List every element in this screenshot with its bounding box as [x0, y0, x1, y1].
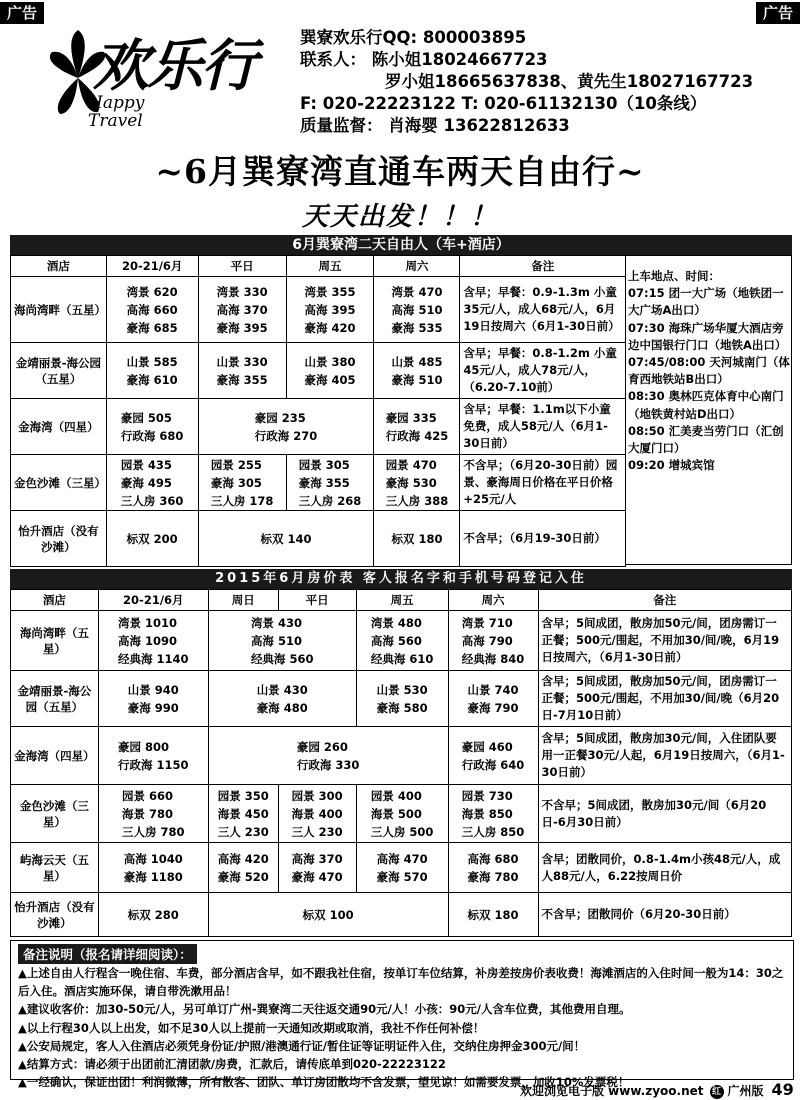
table2-title: 2015年6月房价表 客人报名字和手机号码登记入住: [10, 569, 792, 589]
price-line: 豪园 800: [118, 739, 170, 754]
price-line: 标双 140: [260, 531, 312, 546]
table-row: [11, 671, 792, 727]
price-20-21: [98, 785, 208, 843]
remark-line: ▲一经确认，保证出团！利润微薄，所有散客、团队、单订房团散均不含发票，望见谅！如需要发票，加收10%发票税！: [18, 1075, 630, 1090]
price-friday: [356, 785, 448, 843]
column-header: 周五: [286, 256, 374, 277]
note: 不含早；5间成团，散房加30元/间（6月20日-6月30日前）: [538, 785, 791, 843]
price-20-21: [106, 277, 198, 343]
table-row: [11, 727, 792, 785]
ad-label-right: 广告: [756, 2, 800, 24]
price-sun-weekday: [208, 671, 356, 727]
room-price-table: [10, 589, 792, 937]
price-line: 豪园 235: [254, 410, 306, 425]
logo: [48, 22, 268, 140]
contact-person-line-2: 罗小姐18665637838、黄先生18027167723: [385, 72, 754, 91]
remark-line: ▲公安局规定，客人入住酒店必须凭身份证/护照/港澳通行证/暂住证等证明证件入住，交纳住房押金300元/间！: [18, 1038, 586, 1053]
price-line: 三人房 388: [385, 493, 449, 508]
price-line: 豪园 460: [461, 739, 513, 754]
price-saturday: [448, 727, 538, 785]
price-line: 高海 1090: [118, 633, 178, 648]
price-line: 山景 430: [256, 682, 308, 697]
price-20-21: [98, 727, 208, 785]
price-saturday: [448, 611, 538, 671]
price-line: 豪海 685: [126, 320, 178, 335]
price-line: 海景 780: [122, 806, 174, 821]
price-line: 高海 370: [291, 851, 343, 866]
column-header: 酒店: [11, 590, 99, 611]
price-line: 海景 850: [461, 806, 513, 821]
price-line: 高海 790: [461, 633, 513, 648]
price-line: 三人 230: [291, 824, 343, 839]
price-line: 海景 500: [370, 806, 422, 821]
price-sun-weekday-friday: [208, 893, 448, 937]
pickup-line: 07:15 团一大广场（地铁团一大广场A出口）: [628, 286, 784, 318]
note: 含早；5间成团，散房加50元/间，团房需订一正餐；500元/围起，不用加30/间/晚，6月19日按周六，（6月1-30日前）: [538, 611, 791, 671]
price-20-21: [98, 843, 208, 893]
page-number: 49: [771, 1080, 794, 1099]
note: 不含早；（6月20-30日前）园景、豪海周日价格在平日价格+25元/人: [460, 455, 626, 511]
price-line: 经典海 610: [370, 651, 434, 666]
price-line: 豪海 530: [385, 475, 437, 490]
table-row: [11, 893, 792, 937]
price-line: 高海 660: [126, 302, 178, 317]
logo-text-cn: 欢乐行: [93, 33, 255, 99]
price-sunday: [208, 843, 278, 893]
price-line: 经典海 560: [250, 651, 314, 666]
column-header: 备注: [538, 590, 791, 611]
price-line: 湾景 480: [370, 615, 422, 630]
hotel-name: 金色沙滩（三星）: [11, 785, 99, 843]
table-row: [11, 785, 792, 843]
price-line: 三人房 780: [122, 824, 185, 839]
price-line: 高海 510: [250, 633, 302, 648]
price-20-21: [106, 399, 198, 455]
price-line: 三人房 268: [298, 493, 362, 508]
price-line: 园景 470: [385, 457, 437, 472]
price-friday: [356, 843, 448, 893]
price-line: 豪海 510: [391, 372, 443, 387]
price-sunday: [208, 785, 278, 843]
price-weekday: [278, 785, 356, 843]
price-line: 经典海 1140: [118, 651, 189, 666]
note: 含早；早餐：0.9-1.3m 小童35元/人，成人68元/人，6月19日按周六（6月1-30日前）: [460, 277, 626, 343]
price-line: 三人房 178: [210, 493, 274, 508]
hotel-name: 金色沙滩（三星）: [11, 455, 107, 511]
pickup-line: 07:45/08:00 天河城南门（体育西地铁站B出口）: [628, 355, 790, 387]
price-friday: [286, 343, 374, 399]
headline: ~6月巽寮湾直通车两天自由行~: [155, 152, 645, 191]
price-line: 豪海 990: [127, 700, 179, 715]
hotel-name: 怡升酒店（没有沙滩）: [11, 511, 107, 567]
price-line: 豪海 355: [216, 372, 268, 387]
price-line: 行政海 425: [385, 428, 449, 443]
price-line: 园景 305: [298, 457, 350, 472]
price-line: 高海 470: [376, 851, 428, 866]
price-saturday: [374, 399, 460, 455]
price-line: 豪海 305: [210, 475, 262, 490]
price-saturday: [374, 277, 460, 343]
price-line: 高海 510: [391, 302, 443, 317]
price-line: 湾景 355: [304, 284, 356, 299]
price-line: 湾景 430: [250, 615, 302, 630]
table-row: [11, 455, 626, 511]
price-line: 湾景 330: [216, 284, 268, 299]
price-line: 高海 395: [304, 302, 356, 317]
price-line: 山景 485: [391, 354, 443, 369]
column-header: 周日: [208, 590, 278, 611]
hotel-name: 怡升酒店（没有沙滩）: [11, 893, 99, 937]
price-line: 豪园 505: [120, 410, 172, 425]
pickup-line: 08:50 汇美麦当劳门口（汇创大厦门口）: [628, 423, 784, 456]
hotel-name: 金海湾（四星）: [11, 727, 99, 785]
price-line: 豪海 1180: [123, 869, 183, 884]
price-20-21: [98, 893, 208, 937]
price-line: 高海 1040: [123, 851, 183, 866]
price-line: 豪海 535: [391, 320, 443, 335]
price-line: 标双 200: [126, 531, 178, 546]
price-line: 豪园 260: [296, 739, 348, 754]
note: 不含早；团散同价（6月20-30日前）: [538, 893, 791, 937]
note: 含早；5间成团，散房加30元/间，入住团队要用一正餐30元/人起，6月19日按周六，（6月1-30日前）: [538, 727, 791, 785]
column-header: 周六: [374, 256, 460, 277]
column-header: 20-21/6月: [98, 590, 208, 611]
price-line: 园景 730: [461, 788, 513, 803]
price-line: 豪海 395: [216, 320, 268, 335]
table-row: [11, 399, 626, 455]
price-sun-weekday-friday: [208, 727, 448, 785]
price-line: 园景 255: [210, 457, 262, 472]
price-friday: [356, 671, 448, 727]
price-line: 园景 435: [120, 457, 172, 472]
price-weekday: [278, 843, 356, 893]
footer-badge-icon: 红: [710, 1085, 724, 1099]
hotel-name: 屿海云天（五星）: [11, 843, 99, 893]
price-line: 高海 680: [467, 851, 519, 866]
price-line: 湾景 1010: [118, 615, 178, 630]
column-header: 20-21/6月: [106, 256, 198, 277]
quality-supervisor-line: 质量监督： 肖海婴 13622812633: [300, 116, 570, 135]
column-header: 平日: [278, 590, 356, 611]
price-line: 豪园 335: [385, 410, 437, 425]
price-line: 豪海 405: [304, 372, 356, 387]
column-header: 备注: [460, 256, 626, 277]
price-line: 湾景 710: [461, 615, 513, 630]
daily-departure: 天天出发！！！: [301, 202, 498, 232]
price-line: 豪海 470: [291, 869, 343, 884]
price-line: 豪海 420: [304, 320, 356, 335]
price-line: 三人房 500: [370, 824, 434, 839]
price-line: 行政海 330: [296, 757, 360, 772]
price-line: 行政海 640: [461, 757, 525, 772]
price-friday: [286, 455, 374, 511]
column-header: 周五: [356, 590, 448, 611]
price-line: 三人房 850: [461, 824, 525, 839]
price-saturday: [374, 511, 460, 567]
price-20-21: [106, 511, 198, 567]
hotel-name: 金靖丽景-海公园（五星）: [11, 343, 107, 399]
price-line: 标双 100: [302, 907, 354, 922]
column-header: 周六: [448, 590, 538, 611]
note: 含早；早餐：1.1m以下小童免费，成人58元/人（6月1-30日前）: [460, 399, 626, 455]
price-weekday: [198, 343, 286, 399]
price-line: 豪海 610: [126, 372, 178, 387]
price-line: 行政海 680: [120, 428, 184, 443]
price-weekday: [198, 277, 286, 343]
hotel-name: 海尚湾畔（五星）: [11, 611, 99, 671]
remarks-title: 备注说明（报名请详细阅读）：: [18, 944, 197, 964]
column-header: 平日: [198, 256, 286, 277]
qq-line: 巽寮欢乐行QQ: 800003895: [300, 28, 527, 47]
footer-edition: 广州版: [727, 1084, 764, 1098]
price-line: 标双 180: [467, 907, 519, 922]
price-line: 豪海 480: [256, 700, 308, 715]
price-line: 高海 370: [216, 302, 268, 317]
price-saturday: [448, 785, 538, 843]
price-sun-weekday: [208, 611, 356, 671]
price-friday: [356, 611, 448, 671]
pickup-line: 08:30 奥林匹克体育中心南门（地铁黄村站D出口）: [628, 389, 784, 421]
hotel-name: 海尚湾畔（五星）: [11, 277, 107, 343]
note: 不含早；（6月19-30日前）: [460, 511, 626, 567]
table-row: [11, 611, 792, 671]
column-header: 酒店: [11, 256, 107, 277]
price-line: 园景 660: [122, 788, 174, 803]
price-line: 山景 585: [126, 354, 178, 369]
price-line: 山景 330: [216, 354, 268, 369]
table-row: [11, 843, 792, 893]
price-20-21: [106, 455, 198, 511]
price-saturday: [448, 843, 538, 893]
price-line: 豪海 580: [376, 700, 428, 715]
price-weekday-friday: [198, 399, 374, 455]
price-20-21: [98, 671, 208, 727]
remark-line: ▲结算方式：请必须于出团前汇清团款/房费，汇款后，请传底单到020-22223122: [18, 1057, 446, 1072]
table-row: [11, 277, 626, 343]
price-weekday-friday: [198, 511, 374, 567]
price-line: 豪海 780: [467, 869, 519, 884]
price-line: 三人房 360: [120, 493, 184, 508]
price-line: 行政海 270: [254, 428, 318, 443]
logo-text-en: Happy Travel: [88, 93, 145, 131]
footer-text: 欢迎浏览电子版 www.zyoo.net: [520, 1084, 704, 1098]
price-line: 高海 560: [370, 633, 422, 648]
remark-line: ▲建议收客价：加30-50元/人，另可单订广州-巽寮湾二天往返交通90元/人！小孩：90元/人含车位费，其他费用自理。: [18, 1002, 631, 1017]
pickup-line: 09:20 增城宾馆: [628, 458, 715, 473]
table-row: [11, 511, 626, 567]
price-line: 豪海 790: [467, 700, 519, 715]
price-saturday: [374, 343, 460, 399]
price-line: 海景 400: [291, 806, 343, 821]
pickup-info: [628, 268, 793, 474]
phone-fax-line: F: 020-22223122 T: 020-61132130（10条线）: [300, 94, 707, 113]
note: 含早；5间成团，散房加50元/间，团房需订一正餐；500元/围起，不用加30/间/晚（6月20日-7月10日前）: [538, 671, 791, 727]
price-line: 山景 740: [467, 682, 519, 697]
price-line: 高海 420: [217, 851, 269, 866]
footer: [520, 1080, 794, 1099]
price-line: 豪海 570: [376, 869, 428, 884]
table-row: [11, 343, 626, 399]
price-line: 标双 280: [127, 907, 179, 922]
note: 含早；团散同价，0.8-1.4m小孩48元/人，成人88元/人，6.22按周日价: [538, 843, 791, 893]
contact-block: [300, 27, 753, 137]
price-saturday: [448, 671, 538, 727]
price-saturday: [448, 893, 538, 937]
price-line: 标双 180: [391, 531, 443, 546]
pickup-title: 上车地点、时间：: [628, 269, 720, 283]
remark-line: ▲上述自由人行程含一晚住宿、车费，部分酒店含早，如不跟我社住宿，按单订车位结算，补房差按房价表收费！海滩酒店的入住时间一般为14：30之后入住。酒店实施环保，请自带洗漱用品！: [18, 966, 784, 999]
price-line: 三人 230: [217, 824, 269, 839]
hotel-name: 金海湾（四星）: [11, 399, 107, 455]
price-line: 豪海 355: [298, 475, 350, 490]
remark-line: ▲以上行程30人以上出发，如不足30人以上提前一天通知改期或取消，我社不作任何补偿！: [18, 1020, 485, 1035]
hotel-name: 金靖丽景-海公园（五星）: [11, 671, 99, 727]
price-line: 园景 350: [217, 788, 269, 803]
price-line: 豪海 520: [217, 869, 269, 884]
price-line: 湾景 470: [391, 284, 443, 299]
note: 含早；早餐：0.8-1.2m 小童45元/人，成人78元/人，（6.20-7.10前）: [460, 343, 626, 399]
pickup-line: 07:30 海珠广场华厦大酒店旁边中国银行门口（地铁A出口）: [628, 320, 787, 352]
remarks-list: [18, 964, 788, 1091]
price-friday: [286, 277, 374, 343]
price-line: 山景 940: [127, 682, 179, 697]
price-line: 海景 450: [217, 806, 269, 821]
price-line: 园景 300: [291, 788, 343, 803]
price-weekday: [198, 455, 286, 511]
price-line: 经典海 840: [461, 651, 525, 666]
price-line: 园景 400: [370, 788, 422, 803]
price-line: 湾景 620: [126, 284, 178, 299]
price-line: 山景 530: [376, 682, 428, 697]
contact-person-line: 联系人： 陈小姐18024667723: [300, 50, 548, 69]
price-20-21: [98, 611, 208, 671]
ad-label-left: 广告: [0, 2, 44, 24]
price-saturday: [374, 455, 460, 511]
package-price-table: [10, 255, 626, 567]
price-line: 行政海 1150: [118, 757, 189, 772]
price-line: 山景 380: [304, 354, 356, 369]
table1-title: 6月巽寮湾二天自由人（车+酒店）: [10, 235, 792, 255]
price-20-21: [106, 343, 198, 399]
price-line: 豪海 495: [120, 475, 172, 490]
